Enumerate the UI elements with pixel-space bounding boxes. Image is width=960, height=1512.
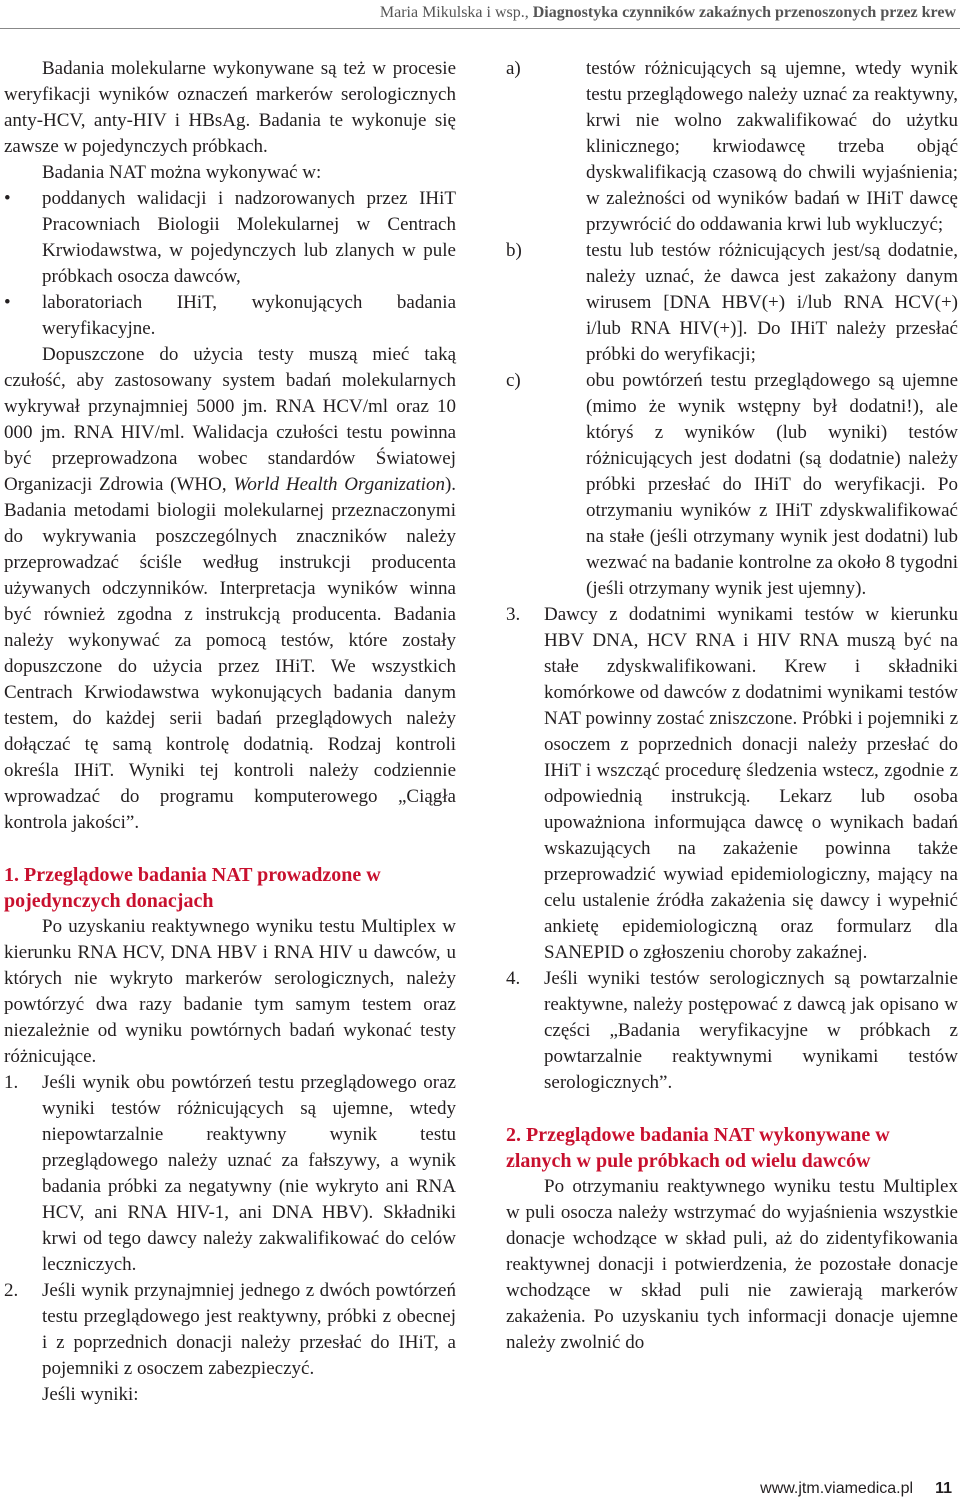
- list-letter: b): [506, 240, 522, 261]
- section-heading: 1. Przeglądowe badania NAT prowadzone w pojedynczych donacjach: [4, 864, 381, 912]
- list-item: [506, 56, 958, 238]
- page-number: 11: [935, 1480, 952, 1497]
- paragraph-text: ). Badania metodami biologii molekularnej przeznaczonymi do wykrywania poszczególnych znaczników należy przeprowadzać ściśle według instrukcji producenta używanych odczynników. Interpretacja wyników winna być również zgodna z instrukcją producenta. Badania należy wykonywać za pomocą testów, które zostały dopuszczone do użycia przez IHiT. We wszystkich Centrach Krwiodawstwa wykonujących badania danym testem, do każdej serii badań przeglądowych należy dołączać tę samą kontrolę dodatnią. Rodzaj kontroli określa IHiT. Wyniki tej kontroli należy codziennie wprowadzać do programu komputerowego „Ciągła kontrola jakości”.: [4, 474, 457, 833]
- list-number: 4.: [506, 968, 521, 989]
- list-text: testu lub testów różnicujących jest/są dodatnie, należy uznać, że dawca jest zakażony danym wirusem [DNA HBV(+) i/lub RNA HCV(+) i/lub RNA HIV(+)]. Do IHiT należy przesłać próbki do weryfikacji;: [586, 240, 958, 365]
- paragraph: [4, 342, 456, 836]
- list-item: [506, 966, 958, 1096]
- list-item: [506, 368, 958, 602]
- section-heading: 2. Przeglądowe badania NAT wykonywane w zlanych w pule próbkach od wielu dawców: [506, 1124, 890, 1172]
- list-number: 2.: [4, 1280, 19, 1301]
- numbered-list: [4, 1070, 456, 1382]
- paragraph-text: Dopuszczone do użycia testy muszą mieć taką czułość, aby zastosowany system badań molekularnych wykrywał przynajmniej 5000 jm. RNA HCV/ml oraz 10 000 jm. RNA HIV/ml. Walidacja czułości testu powinna być przeprowadzona wobec standardów Światowej Organizacji Zdrowia (WHO,: [4, 344, 456, 495]
- paragraph: Badania NAT można wykonywać w:: [42, 162, 322, 183]
- list-item: [506, 602, 958, 966]
- page-footer: [760, 1480, 952, 1498]
- paragraph: Jeśli wyniki:: [42, 1384, 139, 1405]
- list-text: Jeśli wynik obu powtórzeń testu przeglądowego oraz wyniki testów różnicujących są ujemne, wtedy niepowtarzalnie reaktywny wynik testu przeglądowego należy uznać za fałszywy, a wynik badania próbki za negatywny (nie wykryto ani RNA HCV, ani RNA HIV-1, ani DNA HBV). Składniki krwi od tego dawcy należy zakwalifikować do celów leczniczych.: [42, 1072, 456, 1275]
- header-authors: Maria Mikulska i wsp.,: [379, 4, 529, 21]
- left-column: [4, 56, 456, 1408]
- list-number: 3.: [506, 604, 521, 625]
- list-item: [506, 238, 958, 368]
- header-rule: [0, 28, 960, 29]
- list-text: Jeśli wyniki testów serologicznych są powtarzalnie reaktywne, należy postępować z dawcą jak opisano w części „Badania weryfikacyjne w próbkach z powtarzalnie reaktywnymi wynikami testów serologicznych”.: [544, 968, 958, 1093]
- list-item: • poddanych walidacji i nadzorowanych przez IHiT Pracowniach Biologii Molekularnej w Centrach Krwiodawstwa, w pojedynczych lub zlanych w pule próbkach osocza dawców,: [4, 186, 456, 290]
- journal-url: www.jtm.viamedica.pl: [760, 1480, 914, 1497]
- list-text: Dawcy z dodatnimi wynikami testów w kierunku HBV DNA, HCV RNA i HIV RNA muszą być na stałe zdyskwalifikowani. Krew i składniki komórkowe od dawców z dodatnimi wynikami testów NAT powinny zostać zniszczone. Próbki i pojemniki z osoczem z poprzednich donacji należy przesłać do IHiT i wszcząć procedurę śledzenia wstecz, zgodnie z odpowiednią instrukcją. Lekarz lub osoba upoważniona informująca dawcę o wynikach badań wskazujących na zakażenie powinna także przeprowadzić wywiad epidemiologiczny, mający na celu ustalenie źródła zakażenia się dawcy i wypełnić ankietę epidemiologiczną oraz formularz dla SANEPID o zgłoszeniu choroby zakaźnej.: [544, 604, 958, 963]
- header-title: Diagnostyka czynników zakaźnych przenoszonych przez krew: [532, 4, 956, 21]
- running-header: [380, 2, 956, 24]
- list-text: obu powtórzeń testu przeglądowego są ujemne (mimo że wynik wstępny był dodatni!), ale któryś z wyników (lub wyniki) testów różnicujących jest dodatni (są dodatnie) należy próbki przesłać do IHiT do weryfikacji. Po otrzymaniu wyników z IHiT zdyskwalifikować na stałe (jeśli otrzymany wynik jest dodatni) lub wezwać na badanie kontrolne za około 8 tygodni (jeśli otrzymany wynik jest ujemny).: [586, 370, 958, 599]
- list-item: [4, 1278, 456, 1382]
- bullet-list: [4, 186, 456, 342]
- list-text: Jeśli wynik przynajmniej jednego z dwóch powtórzeń testu przeglądowego jest reaktywny, próbki z obecnej i z poprzednich donacji należy przesłać do IHiT, a pojemniki z osoczem zabezpieczyć.: [42, 1280, 456, 1379]
- italic-term: World Health Organization: [233, 474, 445, 495]
- lettered-list: [506, 56, 958, 602]
- list-item: • laboratoriach IHiT, wykonujących badania weryfikacyjne.: [4, 290, 456, 342]
- list-number: 1.: [4, 1072, 19, 1093]
- right-column: [506, 56, 958, 1356]
- numbered-list: [506, 602, 958, 1096]
- paragraph: Po otrzymaniu reaktywnego wyniku testu Multiplex w puli osocza należy wstrzymać do wyjaśnienia wszystkie donacje wchodzące w skład puli, aż do zidentyfikowania reaktywnej donacji i potwierdzenia, że pozostałe donacje wchodzące w skład puli nie zawierają markerów zakażenia. Po uzyskaniu tych informacji donacje ujemne należy zwolnić do: [506, 1176, 958, 1353]
- paragraph: Badania molekularne wykonywane są też w procesie weryfikacji wyników oznaczeń markerów serologicznych anty-HCV, anty-HIV i HBsAg. Badania te wykonuje się zawsze w pojedynczych próbkach.: [4, 58, 456, 157]
- list-letter: c): [506, 370, 521, 391]
- list-letter: a): [506, 58, 521, 79]
- list-text: testów różnicujących są ujemne, wtedy wynik testu przeglądowego należy uznać za reaktywny, krwi nie wolno zakwalifikować do użytku klinicznego; krwiodawcę trzeba objąć dyskwalifikacją czasową do chwili wyjaśnienia; w zależności od wyników badań w IHiT dawcę przywrócić do oddawania krwi lub wykluczyć;: [586, 58, 958, 235]
- list-item: [4, 1070, 456, 1278]
- paragraph: Po uzyskaniu reaktywnego wyniku testu Multiplex w kierunku RNA HCV, DNA HBV i RNA HIV u dawców, u których nie wykryto markerów serologicznych, należy powtórzyć dwa razy badanie tym samym testem oraz niezależnie od wyniku powtórnych badań wykonać testy różnicujące.: [4, 916, 456, 1067]
